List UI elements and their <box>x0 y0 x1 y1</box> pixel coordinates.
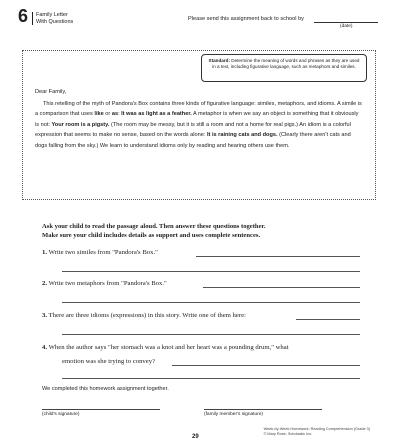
question-2 <box>42 280 360 287</box>
standard-label: Standard: <box>208 58 230 63</box>
page-number: 29 <box>192 434 199 440</box>
question-text: emotion was she trying to convey? <box>62 358 156 365</box>
letter-bold: like <box>94 111 104 117</box>
unit-title-line1: Family Letter <box>36 12 68 18</box>
question-number: 1. <box>42 249 48 256</box>
standard-text: Determine the meaning of words and phrases as they are used in a text, including figurative language, such as metaphors and similes. <box>212 58 360 69</box>
letter-text: A metaphor is when we say an object is something that it obviously is not: <box>35 111 359 128</box>
letter-body <box>35 87 363 151</box>
unit-number: 6 <box>18 6 29 26</box>
unit-title <box>32 12 73 25</box>
metaphor-example: Your room is a pigsty. <box>51 121 110 128</box>
instructions-line1: Ask your child to read the passage aloud. Then answer these questions together. <box>42 223 266 230</box>
letter-text: This retelling of the myth of Pandora's Box contains three kinds of figurative language: similes, metaphors, and idioms. A simile is a comparison that uses <box>35 100 362 117</box>
family-letter-box <box>22 50 376 200</box>
page-header <box>18 6 382 40</box>
question-3 <box>42 312 360 319</box>
answer-line[interactable] <box>62 302 360 303</box>
question-number: 2. <box>42 280 48 287</box>
answer-line[interactable] <box>203 287 360 288</box>
question-text: Write two similes from "Pandora's Box." <box>48 249 158 256</box>
answer-line[interactable] <box>62 378 360 379</box>
question-number: 3. <box>42 312 48 319</box>
answer-line[interactable] <box>62 334 360 335</box>
question-text: Write two metaphors from "Pandora's Box." <box>48 280 167 287</box>
credit-line2: © Mary Rose, Scholastic Inc. <box>263 431 313 436</box>
standard-box <box>201 54 367 82</box>
question-1 <box>42 249 360 256</box>
child-signature-label: (child's signature) <box>42 412 80 417</box>
child-signature-line[interactable] <box>42 409 160 410</box>
letter-text: (Clearly there aren't cats and dogs falling from the sky.) We learn to understand idioms only by reading and hearing others use them. <box>35 132 351 149</box>
date-field-line[interactable] <box>314 22 378 23</box>
question-text: When the author says "her stomach was a knot and her heart was a pounding drum," what <box>48 344 289 351</box>
question-4-continued <box>62 358 155 365</box>
family-signature-label: (family member's signature) <box>204 412 264 417</box>
question-number: 4. <box>42 344 48 351</box>
simile-example: It was as light as a feather. <box>121 111 192 117</box>
letter-text: or <box>103 111 112 117</box>
idiom-example: It is raining cats and dogs. <box>206 132 278 138</box>
unit-title-line2: With Questions <box>36 18 74 25</box>
letter-text: : <box>118 111 122 117</box>
send-back-text: Please send this assignment back to school by <box>188 16 304 22</box>
family-signature-line[interactable] <box>204 409 322 410</box>
answer-line[interactable] <box>62 271 360 272</box>
date-label: (date) <box>340 24 353 29</box>
answer-line[interactable] <box>296 319 360 320</box>
question-text: There are three idioms (expressions) in this story. Write one of them here: <box>48 312 246 319</box>
letter-bold: as <box>111 111 119 117</box>
answer-line[interactable] <box>196 256 360 257</box>
letter-greeting: Dear Family, <box>35 89 67 95</box>
credit-line <box>264 427 370 437</box>
instructions-line2: Make sure your child includes details as support and uses complete sentences. <box>42 231 261 239</box>
completed-statement: We completed this homework assignment together. <box>42 386 169 392</box>
instructions <box>42 223 362 240</box>
answer-line[interactable] <box>172 365 360 366</box>
letter-paragraph <box>35 99 363 152</box>
letter-text: (The room may be messy, but it is still a room and not a home for real pigs.) An idiom is a colorful expression that seems to make no sense, based on the words alone: <box>35 121 351 138</box>
credit-line1: Week-by-Week Homework: Reading Comprehension (Grade 3) <box>263 427 370 431</box>
question-4 <box>42 344 360 351</box>
